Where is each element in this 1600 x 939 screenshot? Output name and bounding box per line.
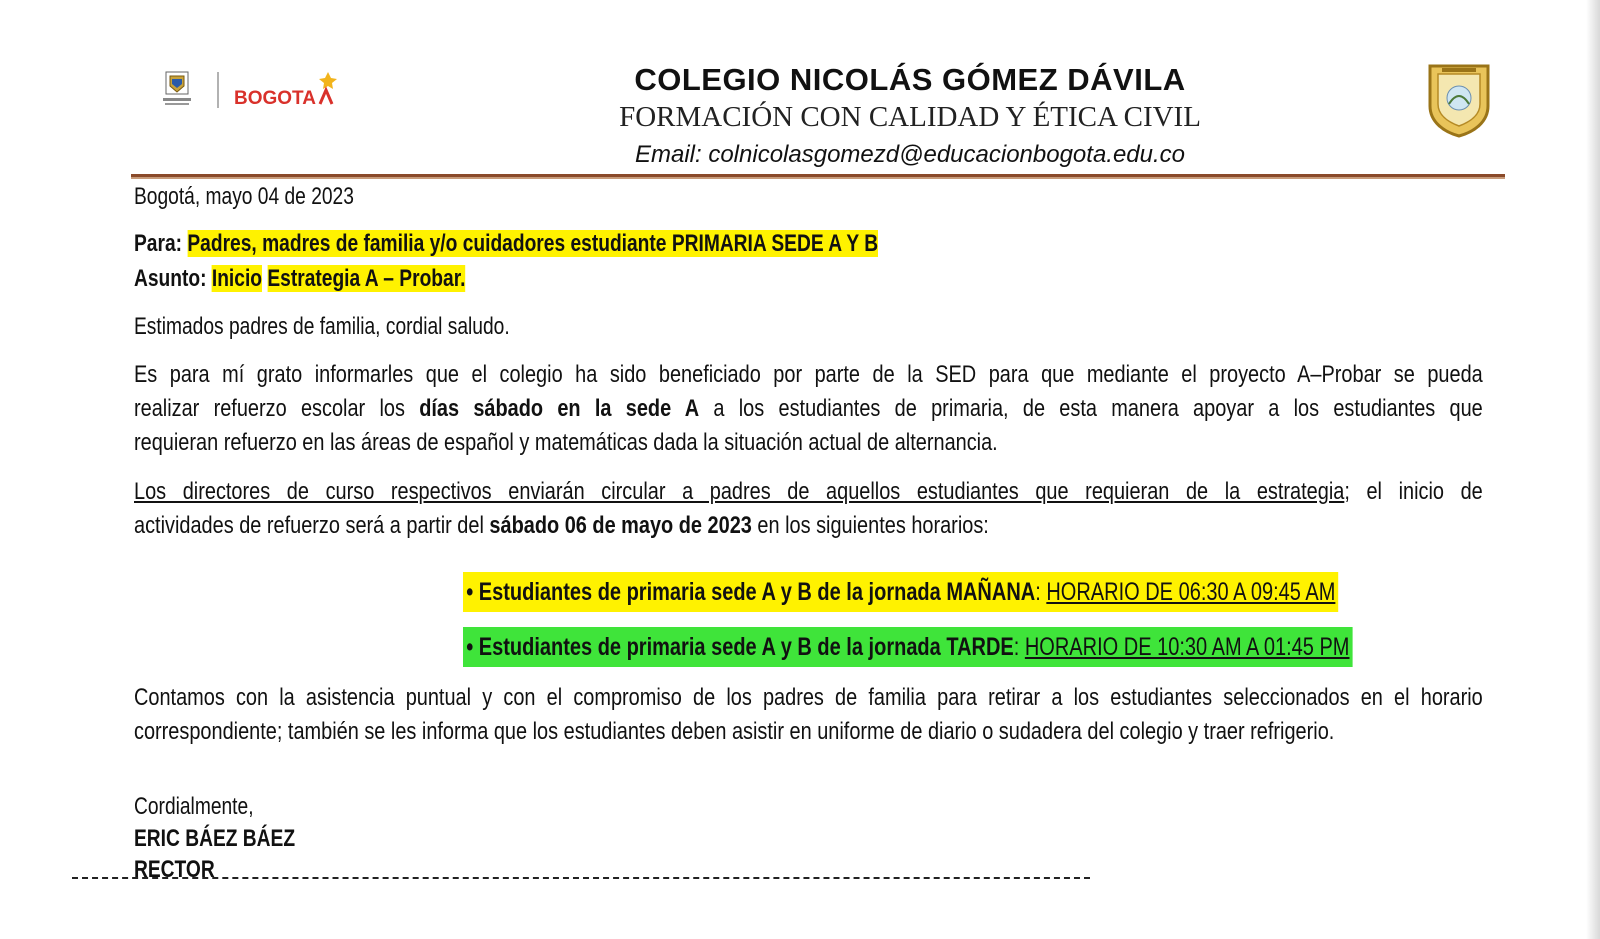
p2-text-a2: actividades de refuerzo será a partir del	[134, 512, 490, 539]
schedule-morning-time: HORARIO DE 06:30 A 09:45 AM	[1046, 578, 1336, 606]
p2-text-c2: en los siguientes horarios:	[751, 512, 989, 539]
paragraph-1-line-2	[134, 392, 1483, 426]
bogota-logo	[160, 68, 360, 118]
paragraph-1-line-3: requieran refuerzo en las áreas de español y matemáticas dada la situación actual de alternancia.	[134, 429, 998, 456]
schedule-item-afternoon	[463, 627, 1353, 667]
page-edge-shadow	[1586, 0, 1600, 939]
p2-bold-date: sábado 06 de mayo de 2023	[489, 512, 752, 539]
paragraph-2-line-1	[134, 475, 1483, 509]
paragraph-1-line-1: Es para mí grato informarles que el colegio ha sido beneficiado por parte de la SED para que mediante el proyecto A–Probar se pueda	[134, 361, 1483, 388]
subject-word-2: Estrategia A – Probar.	[267, 265, 466, 292]
paragraph-2	[134, 475, 1483, 543]
p1-text-c: a los estudiantes de primaria, de esta manera apoyar a los estudiantes que	[699, 395, 1483, 422]
paragraph-3-line-1: Contamos con la asistencia puntual y con el compromiso de los padres de familia para retirar a los estudiantes seleccionados en el horario	[134, 684, 1483, 711]
schedule-afternoon-label: Estudiantes de primaria sede A y B de la jornada TARDE	[478, 633, 1014, 661]
p1-text-a: realizar refuerzo escolar los	[134, 395, 420, 422]
letterhead	[560, 62, 1260, 172]
to-value: Padres, madres de familia y/o cuidadores estudiante PRIMARIA SEDE A Y B	[187, 230, 879, 257]
greeting: Estimados padres de familia, cordial saludo.	[134, 313, 510, 340]
school-crest-icon	[1424, 60, 1494, 140]
to-label: Para:	[134, 230, 183, 257]
signer-name: ERIC BÁEZ BÁEZ	[134, 825, 296, 852]
recipients-line	[134, 227, 878, 261]
p2-text-b: ; el inicio de	[1344, 478, 1483, 505]
closing: Cordialmente,	[134, 793, 254, 820]
p2-underlined-text: Los directores de curso respectivos enviarán circular a padres de aquellos estudiantes que requieran de la estrategia	[134, 478, 1345, 505]
schedule-item-morning	[463, 572, 1339, 612]
paragraph-1	[134, 358, 1483, 460]
subject-label: Asunto:	[134, 265, 207, 292]
bullet-icon: •	[466, 633, 474, 661]
paragraph-3-line-2: correspondiente; también se les informa que los estudiantes deben asistir en uniforme de diario o sudadera del colegio y traer refrigerio.	[134, 718, 1335, 745]
bogota-shield-icon	[160, 68, 360, 118]
bullet-icon: •	[466, 578, 474, 606]
school-name: COLEGIO NICOLÁS GÓMEZ DÁVILA	[634, 62, 1186, 97]
schedule-separator: :	[1013, 633, 1025, 661]
header-divider	[131, 174, 1505, 179]
letter-date: Bogotá, mayo 04 de 2023	[134, 183, 354, 210]
school-email: Email: colnicolasgomezd@educacionbogota.edu.co	[634, 141, 1186, 168]
subject-line	[134, 262, 465, 296]
paragraph-2-line-2	[134, 509, 1483, 543]
schedule-morning-label: Estudiantes de primaria sede A y B de la jornada MAÑANA	[478, 578, 1036, 606]
schedule-separator: :	[1035, 578, 1047, 606]
school-motto: FORMACIÓN CON CALIDAD Y ÉTICA CIVIL	[619, 101, 1201, 133]
subject-word-1: Inicio	[211, 265, 262, 292]
paragraph-3	[134, 681, 1483, 749]
schedule-afternoon-time: HORARIO DE 10:30 AM A 01:45 PM	[1024, 633, 1350, 661]
p1-bold-days: días sábado en la sede A	[419, 395, 700, 422]
svg-text:BOGOTA: BOGOTA	[234, 88, 316, 109]
dashed-divider	[72, 877, 1090, 879]
signer-title: RECTOR	[134, 856, 215, 883]
